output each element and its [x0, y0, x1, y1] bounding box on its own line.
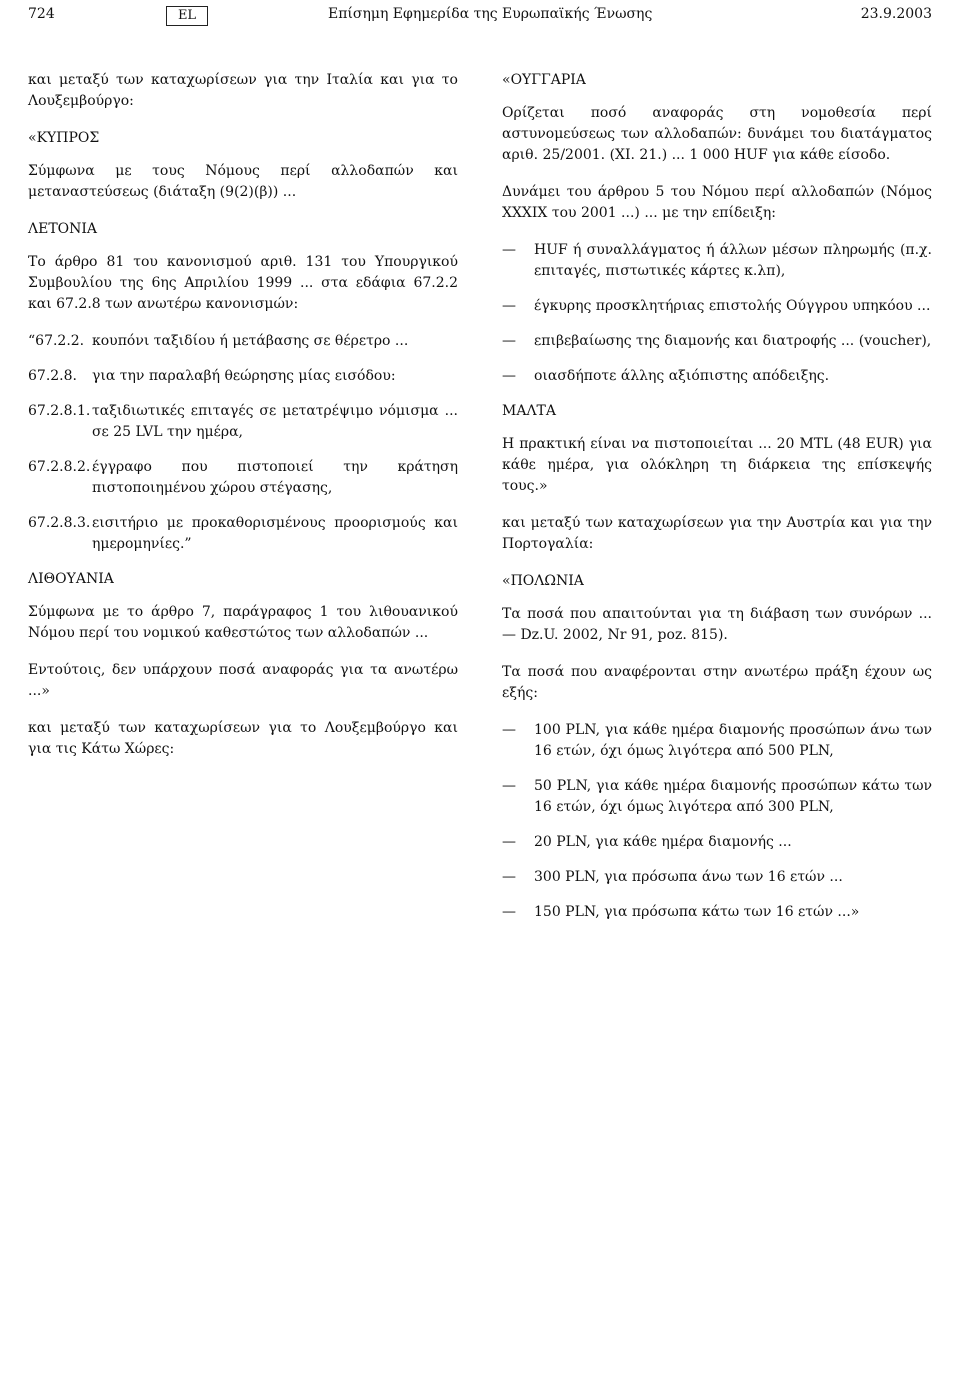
- latvia-item-label: “67.2.2.: [28, 333, 85, 349]
- hungary-list-item: [502, 296, 932, 317]
- poland-list-item: [502, 902, 932, 923]
- poland-list-text: 300 PLN, για πρόσωπα άνω των 16 ετών ...: [534, 869, 843, 885]
- left-column: [28, 70, 458, 776]
- lithuania-text: Σύμφωνα με το άρθρο 7, παράγραφος 1 του λιθουανικού Νόμου περί του νομικού καθεστώτος των αλλοδαπών ...: [28, 604, 458, 641]
- latvia-item-text: ταξιδιωτικές επιταγές σε μετατρέψιμο νόμισμα ... σε 25 LVL την ημέρα,: [92, 403, 458, 440]
- poland-list-text: 20 PLN, για κάθε ημέρα διαμονής ...: [534, 834, 792, 850]
- lithuania-heading: ΛΙΘΟΥΑΝΙΑ: [28, 571, 114, 587]
- hungary-text-2: Δυνάμει του άρθρου 5 του Νόμου περί αλλοδαπών (Νόμος XXXIX του 2001 ...) ... με την επίδειξη:: [502, 184, 932, 221]
- latvia-text: Το άρθρο 81 του κανονισμού αριθ. 131 του Υπουργικού Συμβουλίου της 6ης Απριλίου 1999 ... στα εδάφια 67.2.2 και 67.2.8 των ανωτέρω κανονισμών:: [28, 254, 458, 312]
- latvia-item: [28, 457, 458, 499]
- malta-heading: ΜΑΛΤΑ: [502, 403, 557, 419]
- lithuania-text-2: Εντούτοις, δεν υπάρχουν ποσά αναφοράς για τα ανωτέρω ...»: [28, 662, 458, 699]
- journal-title: Επίσημη Εφημερίδα της Ευρωπαϊκής Ένωσης: [328, 6, 653, 22]
- poland-heading: «ΠΟΛΩΝΙΑ: [502, 573, 584, 589]
- latvia-item: [28, 401, 458, 443]
- hungary-list-text: οιασδήποτε άλλης αξιόπιστης απόδειξης.: [534, 368, 830, 384]
- poland-list-item: [502, 867, 932, 888]
- latvia-item: [28, 366, 458, 387]
- language-badge: EL: [166, 6, 208, 26]
- cyprus-heading: «ΚΥΠΡΟΣ: [28, 130, 100, 146]
- dash-marker: —: [502, 904, 516, 920]
- outro-text: και μεταξύ των καταχωρίσεων για το Λουξεμβούργο και για τις Κάτω Χώρες:: [28, 720, 458, 757]
- hungary-list-text: επιβεβαίωσης της διαμονής και διατροφής ... (voucher),: [534, 333, 932, 349]
- dash-marker: —: [502, 242, 516, 258]
- intro-text: και μεταξύ των καταχωρίσεων για την Ιταλία και για το Λουξεμβούργο:: [28, 72, 458, 109]
- dash-marker: —: [502, 869, 516, 885]
- poland-list-text: 50 PLN, για κάθε ημέρα διαμονής προσώπων κάτω των 16 ετών, όχι όμως λιγότερα από 300 PLN,: [534, 778, 932, 815]
- dash-marker: —: [502, 333, 516, 349]
- dash-marker: —: [502, 778, 516, 794]
- hungary-heading: «ΟΥΓΓΑΡΙΑ: [502, 72, 586, 88]
- latvia-item-label: 67.2.8.1.: [28, 403, 91, 419]
- latvia-item-text: εισιτήριο με προκαθορισμένους προορισμούς και ημερομηνίες.”: [92, 515, 458, 552]
- page-number: 724: [28, 6, 55, 22]
- dash-marker: —: [502, 834, 516, 850]
- poland-list-text: 150 PLN, για πρόσωπα κάτω των 16 ετών ...»: [534, 904, 860, 920]
- latvia-heading: ΛΕΤΟΝΙΑ: [28, 221, 98, 237]
- issue-date: 23.9.2003: [860, 6, 932, 22]
- latvia-item-text: για την παραλαβή θεώρησης μίας εισόδου:: [92, 368, 396, 384]
- hungary-list-item: [502, 240, 932, 282]
- dash-marker: —: [502, 722, 516, 738]
- dash-marker: —: [502, 298, 516, 314]
- cyprus-text: Σύμφωνα με τους Νόμους περί αλλοδαπών και μεταναστεύσεως (διάταξη (9(2)(β)) ...: [28, 163, 458, 200]
- latvia-item: [28, 513, 458, 555]
- latvia-item: [28, 331, 458, 352]
- intro-text-2: και μεταξύ των καταχωρίσεων για την Αυστρία και για την Πορτογαλία:: [502, 515, 932, 552]
- hungary-text: Ορίζεται ποσό αναφοράς στη νομοθεσία περί αστυνομεύσεως των αλλοδαπών: δυνάμει του διατάγματος αριθ. 25/2001. (XI. 21.) ... 1 000 HUF για κάθε είσοδο.: [502, 105, 932, 163]
- poland-list-item: [502, 832, 932, 853]
- hungary-list-item: [502, 366, 932, 387]
- poland-text-2: Τα ποσά που αναφέρονται στην ανωτέρω πράξη έχουν ως εξής:: [502, 664, 932, 701]
- hungary-list-text: HUF ή συναλλάγματος ή άλλων μέσων πληρωμής (π.χ. επιταγές, πιστωτικές κάρτες κ.λπ),: [534, 242, 932, 279]
- latvia-item-text: έγγραφο που πιστοποιεί την κράτηση πιστοποιημένου χώρου στέγασης,: [92, 459, 458, 496]
- poland-list-item: [502, 720, 932, 762]
- right-column: [502, 70, 932, 937]
- dash-marker: —: [502, 368, 516, 384]
- poland-text: Τα ποσά που απαιτούνται για τη διάβαση των συνόρων ... — Dz.U. 2002, Nr 91, poz. 815).: [502, 606, 932, 643]
- latvia-item-label: 67.2.8.2.: [28, 459, 91, 475]
- malta-text: Η πρακτική είναι να πιστοποιείται ... 20 MTL (48 EUR) για κάθε ημέρα, για ολόκληρη τη διάρκεια της επίσκεψής τους.»: [502, 436, 932, 494]
- latvia-item-label: 67.2.8.: [28, 368, 77, 384]
- latvia-item-label: 67.2.8.3.: [28, 515, 91, 531]
- latvia-item-text: κουπόνι ταξιδίου ή μετάβασης σε θέρετρο ...: [92, 333, 409, 349]
- page-header: [28, 6, 932, 34]
- poland-list-text: 100 PLN, για κάθε ημέρα διαμονής προσώπων άνω των 16 ετών, όχι όμως λιγότερα από 500 PLN,: [534, 722, 932, 759]
- hungary-list-item: [502, 331, 932, 352]
- hungary-list-text: έγκυρης προσκλητήριας επιστολής Ούγγρου υπηκόου ...: [534, 298, 931, 314]
- poland-list-item: [502, 776, 932, 818]
